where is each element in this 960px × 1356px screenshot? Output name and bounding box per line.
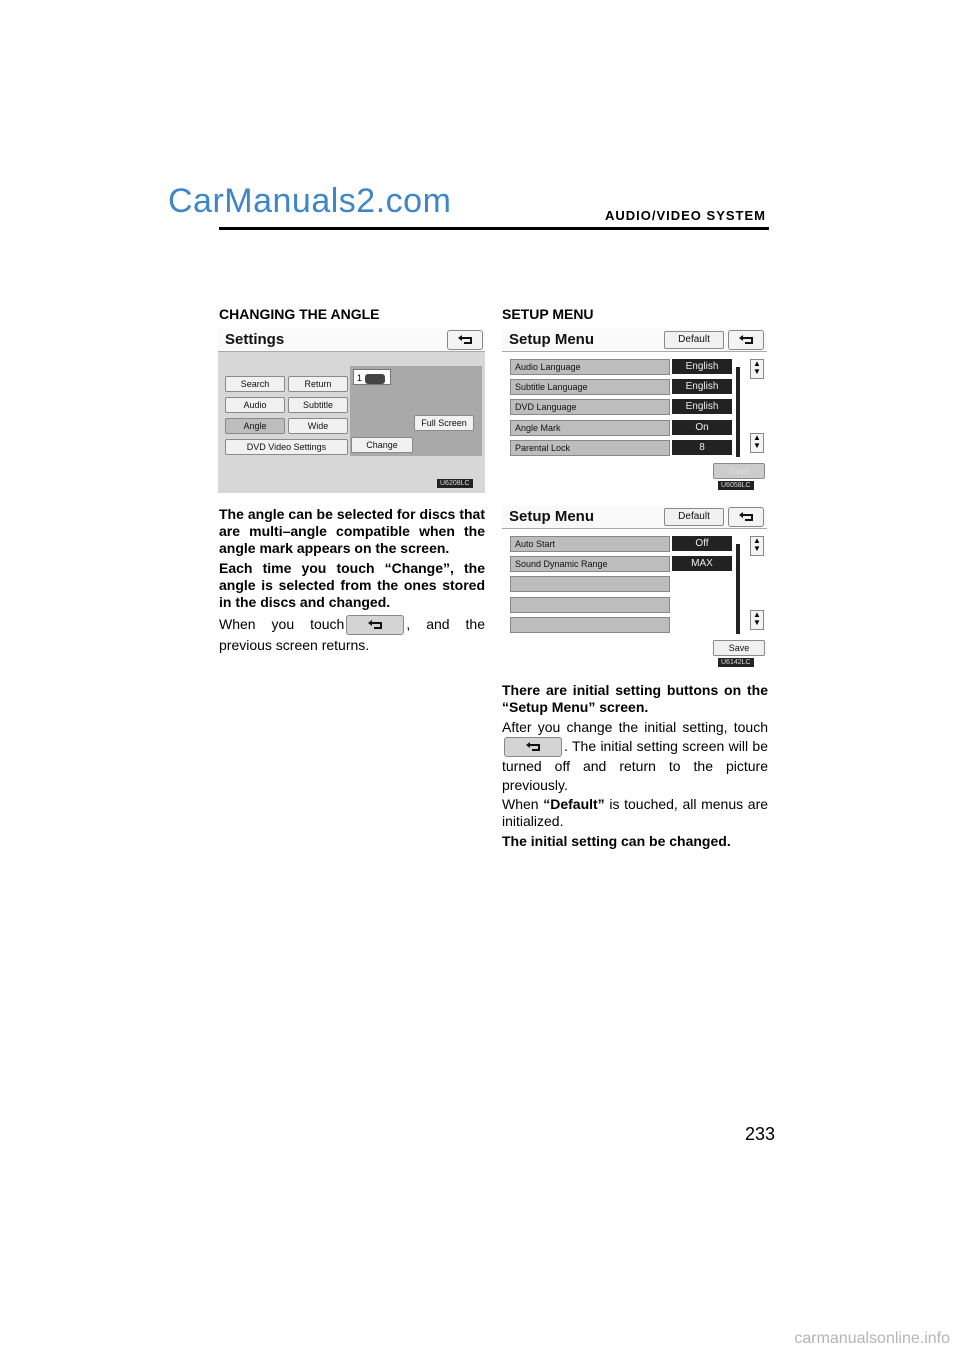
default-button[interactable]: Default <box>664 508 724 526</box>
header-rule <box>219 227 769 230</box>
angle-mark-value: On <box>672 420 732 435</box>
angle-indicator-number: 1 <box>357 373 363 383</box>
section-title: AUDIO/VIDEO SYSTEM <box>604 208 766 223</box>
screen-title: Settings <box>225 331 285 348</box>
image-code: U6058LC <box>718 481 754 490</box>
setup-menu-screen-1 <box>502 329 767 493</box>
camera-icon <box>365 374 385 384</box>
search-button[interactable]: Search <box>225 376 285 392</box>
image-code: U6208LC <box>437 479 473 488</box>
default-button[interactable]: Default <box>664 331 724 349</box>
scroll-up-button[interactable]: ▲ ▼ <box>750 359 764 379</box>
setup-instruction-text-2: . The initial setting screen will be turned off and return to the picture previously. <box>502 738 768 794</box>
subtitle-language-value: English <box>672 379 732 394</box>
screen-titlebar <box>218 329 485 352</box>
parental-lock-row[interactable]: Parental Lock <box>510 440 670 456</box>
wide-button[interactable]: Wide <box>288 418 348 434</box>
dvd-language-value: English <box>672 399 732 414</box>
back-arrow-icon <box>367 619 385 631</box>
back-arrow-icon <box>738 511 756 523</box>
page-number: 233 <box>744 1124 775 1144</box>
inline-back-button <box>504 737 562 757</box>
image-code: U6142LC <box>718 658 754 667</box>
setting-changeable: The initial setting can be changed. <box>502 833 731 849</box>
sound-dynamic-range-value: MAX <box>672 556 732 571</box>
back-arrow-icon <box>525 741 543 753</box>
auto-start-value: Off <box>672 536 732 551</box>
default-label: “Default” <box>543 796 605 812</box>
inline-back-button <box>346 615 404 635</box>
sound-dynamic-range-row[interactable]: Sound Dynamic Range <box>510 556 670 572</box>
save-button[interactable]: Save <box>713 640 765 656</box>
empty-row <box>510 576 670 592</box>
watermark: carmanualsonline.info <box>794 1330 950 1347</box>
angle-mark-row[interactable]: Angle Mark <box>510 420 670 436</box>
scroll-up-button[interactable]: ▲ ▼ <box>750 536 764 556</box>
setup-instruction <box>502 718 768 795</box>
full-screen-button[interactable]: Full Screen <box>414 415 474 431</box>
scroll-down-button[interactable]: ▲ ▼ <box>750 433 764 453</box>
return-button[interactable]: Return <box>288 376 348 392</box>
screen-title: Setup Menu <box>509 331 594 348</box>
audio-button[interactable]: Audio <box>225 397 285 413</box>
default-instruction <box>502 796 768 830</box>
default-instruction-text-1: When <box>502 796 539 812</box>
dvd-video-settings-button[interactable]: DVD Video Settings <box>225 439 348 455</box>
scroll-track <box>736 367 740 457</box>
change-button[interactable]: Change <box>351 437 413 453</box>
back-instruction-text-2: , and the previous screen returns. <box>219 616 485 654</box>
heading-changing-angle: CHANGING THE ANGLE <box>219 306 380 322</box>
heading-setup-menu: SETUP MENU <box>502 306 594 322</box>
empty-row <box>510 597 670 613</box>
angle-button[interactable]: Angle <box>225 418 285 434</box>
angle-indicator <box>353 369 391 385</box>
save-button-disabled[interactable]: Save <box>713 463 765 479</box>
subtitle-button[interactable]: Subtitle <box>288 397 348 413</box>
back-instruction <box>219 614 485 655</box>
back-button[interactable] <box>447 330 483 350</box>
setup-instruction-text-1: After you change the initial setting, touch <box>502 719 768 735</box>
dvd-language-row[interactable]: DVD Language <box>510 399 670 415</box>
empty-row <box>510 617 670 633</box>
change-description: Each time you touch “Change”, the angle is selected from the ones stored in the discs and changed. <box>219 560 485 610</box>
back-instruction-text-1: When you touch <box>219 616 345 632</box>
back-arrow-icon <box>457 334 475 346</box>
back-arrow-icon <box>738 334 756 346</box>
parental-lock-value: 8 <box>672 440 732 455</box>
subtitle-language-row[interactable]: Subtitle Language <box>510 379 670 395</box>
back-button[interactable] <box>728 330 764 350</box>
audio-language-row[interactable]: Audio Language <box>510 359 670 375</box>
scroll-track <box>736 544 740 634</box>
audio-language-value: English <box>672 359 732 374</box>
setup-description: There are initial setting buttons on the “Setup Menu” screen. <box>502 682 768 715</box>
auto-start-row[interactable]: Auto Start <box>510 536 670 552</box>
scroll-down-button[interactable]: ▲ ▼ <box>750 610 764 630</box>
angle-description: The angle can be selected for discs that are multi–angle compatible when the angle mark appears on the screen. <box>219 506 485 556</box>
default-instruction-text-2: is touched, all menus are initialized. <box>502 796 769 829</box>
back-button[interactable] <box>728 507 764 527</box>
site-logo: CarManuals2.com <box>168 182 452 220</box>
setup-menu-screen-2 <box>502 506 767 670</box>
settings-screen <box>218 329 485 493</box>
screen-title: Setup Menu <box>509 508 594 525</box>
